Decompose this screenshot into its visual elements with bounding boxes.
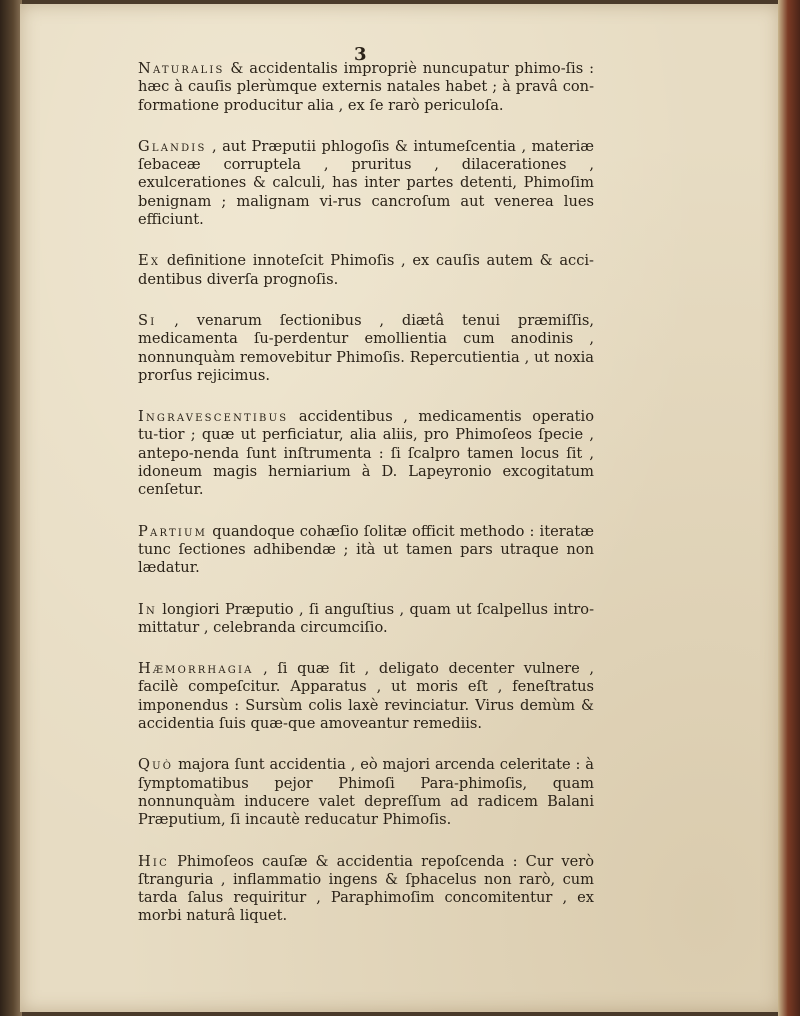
paragraph-body: majora ſunt accidentia , eò majori arcenda celeritate : à ſymptomatibus pejor Phimoſi Para-phimoſis, quam nonnunquàm inducere valet depreſſum ad radicem Balani Præputium, ſi incautè reducatur Phimoſis. (138, 756, 594, 829)
paragraph-lead-word: Ingravescentibus (138, 408, 289, 426)
paragraph-10 (138, 853, 594, 926)
paragraph-body: , aut Præputii phlogoſis & intumeſcentia , materiæ ſebaceæ corruptela , pruritus , dilacerationes , exulcerationes & calculi, has inter partes detenti, Phimoſim benignam ; malignam vi-rus cancroſum aut venerea lues efficiunt. (138, 137, 594, 229)
paragraph-lead-word: Hic (138, 852, 169, 870)
paragraph-body: accidentibus , medicamentis operatio tu-tior ; quæ ut perficiatur, alia aliis, pro Phimoſeos ſpecie , antepo-nenda ſunt inſtrumenta : ſi ſcalpro tamen locus ſit , idoneum magis herniarium à D. Lapeyronio excogitatum cenſetur. (138, 408, 594, 499)
paragraph-lead-word: Hæmorrhagia (138, 660, 254, 678)
paragraph-8 (138, 660, 594, 733)
book-edge-right (778, 0, 800, 1016)
paragraph-7 (138, 601, 594, 638)
book-spine-left (0, 0, 22, 1016)
paragraph-body: longiori Præputio , ſi anguſtius , quam ut ſcalpellus intro-mittatur , celebranda circumciſio. (138, 600, 594, 636)
paragraph-body: , ſi quæ ſit , deligato decenter vulnere , facilè compeſcitur. Apparatus , ut moris eſt , feneſtratus imponendus : Sursùm colis laxè revinciatur. Virus demùm & accidentia ſuis quæ-que amoveantur remediis. (138, 660, 594, 733)
book-page (20, 4, 780, 1012)
paragraph-lead-word: In (138, 600, 157, 618)
paragraph-lead-word: Glandis (138, 137, 207, 155)
paragraph-6 (138, 523, 594, 578)
page-text (138, 60, 594, 949)
paragraph-body: & accidentalis impropriè nuncupatur phimo-ſis : hæc à cauſis plerùmque externis natales habet ; à pravâ con-formatione producitur alia , ex ſe rarò periculoſa. (138, 60, 594, 114)
paragraph-body: definitione innoteſcit Phimoſis , ex cauſis autem & acci-dentibus diverſa prognoſis. (138, 252, 594, 288)
paragraph-lead-word: Quò (138, 756, 174, 774)
paragraph-lead-word: Naturalis (138, 60, 225, 77)
page-number: 3 (354, 44, 367, 65)
paragraph-5 (138, 408, 594, 499)
paragraph-body: Phimoſeos cauſæ & accidentia repoſcenda : Cur verò ſtranguria , inflammatio ingens & ſphacelus non rarò, cum tarda ſalus requiritur , Paraphimoſim concomitentur , ex morbi naturâ liquet. (138, 852, 594, 925)
paragraph-9 (138, 756, 594, 829)
paragraph-4 (138, 312, 594, 385)
paragraph-body: , venarum ſectionibus , diætâ tenui præmiſſis, medicamenta ſu-perdentur emollientia cum anodinis , nonnunquàm removebitur Phimoſis. Repercutientia , ut noxia prorſus rejicimus. (138, 311, 594, 384)
paragraph-1 (138, 60, 594, 115)
paragraph-lead-word: Ex (138, 252, 161, 270)
paragraph-lead-word: Partium (138, 522, 208, 540)
paragraph-body: quandoque cohæſio ſolitæ officit methodo : iteratæ tunc ſectiones adhibendæ ; ità ut tamen pars utraque non lædatur. (138, 522, 594, 577)
paragraph-2 (138, 138, 594, 229)
paragraph-lead-word: Si (138, 311, 157, 329)
paragraph-3 (138, 252, 594, 289)
